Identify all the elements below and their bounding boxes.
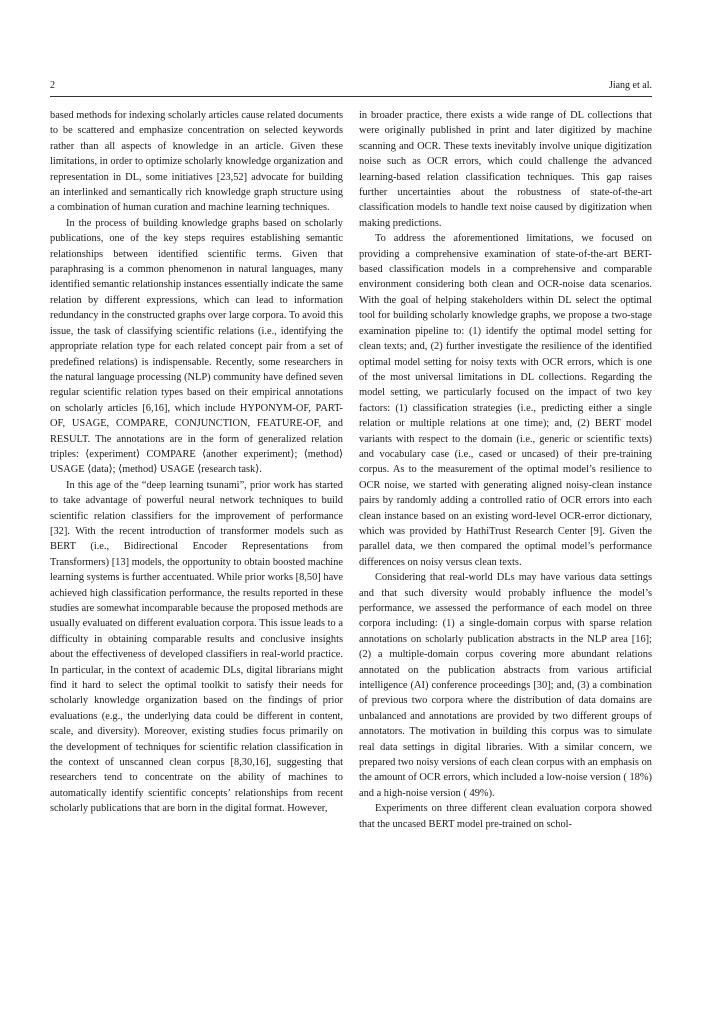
- page-header: [50, 80, 652, 92]
- paragraph-right-1: in broader practice, there exists a wide range of DL collections that were originally published in print and later digitized by machine scanning and OCR. These texts inevitably involve unique digitization noise such as OCR errors, which could challenge the advanced learning-based relation classification techniques. This gap raises further uncertainties about the robustness of state-of-the-art classification models to handle text noise caused by digitization when making predictions.: [359, 110, 652, 229]
- left-column: [50, 108, 343, 817]
- paragraph-left-2: In the process of building knowledge graphs based on scholarly publications, one of the key steps requires establishing semantic relationships between identified scientific terms. Given that paraphrasing is a common phenomenon in natural languages, many identified semantic relationship instances essentially indicate the same relation by different expressions, which can lead to information redundancy in the constructed graphs over large corpora. To avoid this issue, the task of classifying scientific relations (i.e., identifying the appropriate relation type for each related concept pair from a set of predefined relations) is indispensable. Recently, some researchers in the natural language processing (NLP) community have defined seven regular scientific relation types based on their empirical annotations on scholarly articles [6,16], which include HYPONYM-OF, PART-OF, USAGE, COMPARE, CONJUNCTION, FEATURE-OF, and RESULT. The annotations are in the form of generalized relation triples: ⟨experiment⟩ COMPARE ⟨another experiment⟩; ⟨method⟩ USAGE ⟨data⟩; ⟨method⟩ USAGE ⟨research task⟩.: [50, 217, 343, 476]
- paragraph-left-1: based methods for indexing scholarly articles cause related documents to be scattered and emphasize concentration on selected keywords rather than all aspects of knowledge in an article. Given these limitations, in order to optimize scholarly knowledge organization and representation in DL, some initiatives [23,52] advocate for building an interlinked and semantically rich knowledge graph structure using a combination of human curation and machine learning techniques.: [50, 110, 343, 214]
- paragraph-right-4: Experiments on three different clean evaluation corpora showed that the uncased BERT model pre-trained on schol-: [359, 803, 652, 830]
- paragraph-left-3: In this age of the “deep learning tsunami”, prior work has started to take advantage of powerful neural network techniques to build scientific relation classifiers for the improvement of performance [32]. With the recent introduction of transformer models such as BERT (i.e., Bidirectional Encoder Representations from Transformers) [13] models, the opportunity to obtain boosted machine learning systems is further accentuated. While prior works [8,50] have achieved high classification performance, the results reported in these studies are somewhat incomparable because the proposed methods are usually evaluated on different evaluation corpora. This issue leads to a difficulty in obtaining comparable results and conclusive insights about the effectiveness of developed classifiers in real-world practice. In particular, in the context of academic DLs, digital librarians might find it hard to select the optimal toolkit to satisfy their needs for scholarly knowledge organization based on the findings of prior evaluations (e.g., the underlying data could be different in content, scale, and diversity). Moreover, existing studies focus primarily on the development of techniques for scientific relation classification in the context of unscanned clean corpus [8,30,16], suggesting that researchers tend to concentrate on the ability of machines to automatically identify scientific concepts’ relationships from recent scholarly publications that are born in the digital format. However,: [50, 479, 343, 815]
- page-number: 2: [50, 80, 55, 91]
- header-rule: [50, 96, 652, 97]
- right-column: [359, 108, 652, 832]
- paragraph-right-3: Considering that real-world DLs may have various data settings and that such diversity would probably influence the model’s performance, we assessed the performance of each model on three corpora including: (1) a single-domain corpus with sparse relation annotations on scholarly publication abstracts in the NLP area [16]; (2) a multiple-domain corpus covering more abundant relations annotated on the publication abstracts from various artificial intelligence (AI) conference proceedings [30]; and, (3) a combination of previous two corpora where the distribution of data domains are unbalanced and annotations are provided by two different groups of annotators. The motivation in building this corpus was to simulate real data settings in digital libraries. With a similar concern, we prepared two noisy versions of each clean corpus with an emphasis on the amount of OCR errors, which included a low-noise version ( 18%) and a high-noise version ( 49%).: [359, 572, 652, 799]
- paragraph-right-2: To address the aforementioned limitations, we focused on providing a comprehensive examination of state-of-the-art BERT-based classification models in a comprehensive and comparable environment considering both clean and OCR-noise data scenarios. With the goal of helping stakeholders within DL select the optimal tool for building scholarly knowledge graphs, we propose a two-stage examination pipeline to: (1) identify the optimal model setting for clean texts; and, (2) further investigate the resilience of the identified optimal model setting for noisy texts with OCR errors, which is one of the most universal limitations in DL collections. Regarding the model setting, we particularly focused on the impact of two key factors: (1) classification strategies (i.e., predicting either a single relation or multiple relations at one time); and, (2) BERT model variants with respect to the domain (i.e., generic or scientific texts) and vocabulary case (i.e., cased or uncased) of their pre-training corpus. As to the measurement of the optimal model’s resilience to OCR noise, we started with generating aligned noisy-clean instance pairs by randomly adding a controlled ratio of OCR errors into each clean instance based on an existing word-level OCR-error dictionary, which was provided by HathiTrust Research Center [9]. Given the parallel data, we then compared the optimal model’s performance differences on noisy versus clean texts.: [359, 233, 652, 568]
- running-head: Jiang et al.: [608, 80, 652, 91]
